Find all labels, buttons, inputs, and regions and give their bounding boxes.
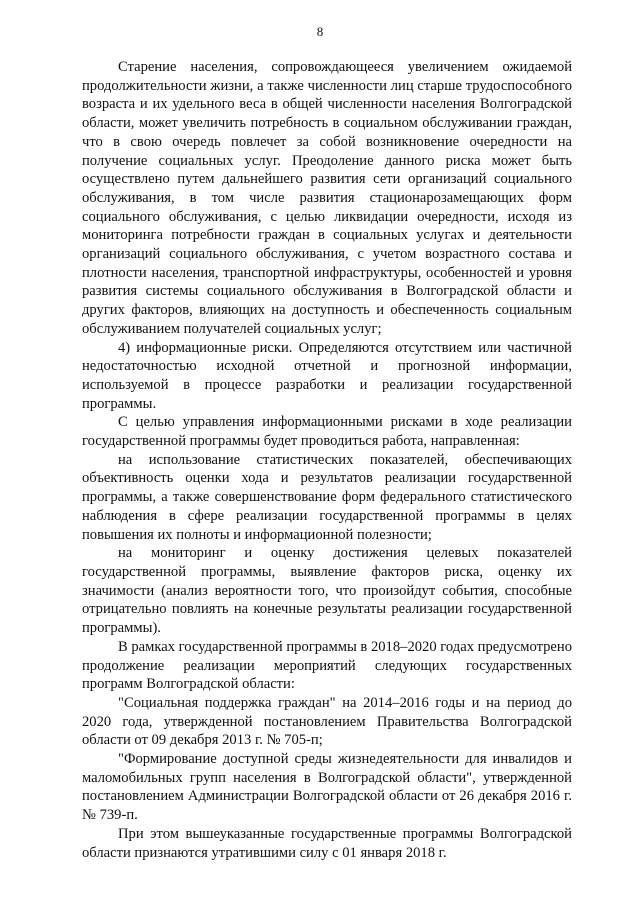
page-number: 8 (316, 24, 324, 39)
paragraph-statistics: на использование статистических показателей, обеспечивающих объективность оценки хода и результатов реализации государственной программы, а также совершенствование форм федерального статистического наблюдения в сфере реализации государственной программы в целях повышения их полноты и информационной полезности; (82, 451, 572, 543)
paragraph-program-continuation: В рамках государственной программы в 2018–2020 годах предусмотрено продолжение реализации мероприятий следующих государственных программ Волгоградской области: (82, 638, 573, 693)
paragraph-population-aging: Старение населения, сопровождающееся увеличением ожидаемой продолжительности жизни, а также численности лиц старше трудоспособного возраста и их удельного веса в общей численности населения Волгоградской области, может увеличить потребность в социальном обслуживании граждан, что в свою очередь повлечет за собой возникновение очередности на получение социальных услуг. Преодоление данного риска может быть осуществлено путем дальнейшего развития сети организаций социального обслуживания, в том числе развития стационарозамещающих форм социального обслуживания, с целью ликвидации очередности, исходя из мониторинга потребности граждан в социальных услугах и деятельности организаций социального обслуживания, с учетом возрастного состава и плотности населения, транспортной инфраструктуры, особенностей и уровня развития системы социального обслуживания в Волгоградской области и других факторов, влияющих на доступность и обеспеченность социальным обслуживанием получателей социальных услуг; (82, 59, 572, 337)
paragraph-accessible-environment-program: "Формирование доступной среды жизнедеятельности для инвалидов и маломобильных групп населения в Волгоградской области", утвержденной постановлением Администрации Волгоградской области от 26 декабря 2016 г. № 739-п. (82, 751, 572, 824)
paragraph-information-risks: 4) информационные риски. Определяются отсутствием или частичной недостаточностью исходной отчетной и прогнозной информации, используемой в процессе разработки и реализации государственной программы. (82, 339, 572, 412)
paragraph-programs-repealed: При этом вышеуказанные государственные программы Волгоградской области признаются утратившими силу с 01 января 2018 г. (82, 825, 572, 861)
paragraph-risk-management: С целью управления информационными рисками в ходе реализации государственной программы будет проводиться работа, направленная: (82, 414, 572, 450)
document-body (82, 58, 572, 862)
paragraph-monitoring: на мониторинг и оценку достижения целевых показателей государственной программы, выявление факторов риска, оценку их значимости (анализ вероятности того, что произойдут события, способные отрицательно повлиять на конечные результаты реализации государственной программы). (82, 545, 572, 637)
paragraph-social-support-program: "Социальная поддержка граждан" на 2014–2016 годы и на период до 2020 года, утвержденной постановлением Правительства Волгоградской области от 09 декабря 2013 г. № 705-п; (82, 694, 572, 749)
